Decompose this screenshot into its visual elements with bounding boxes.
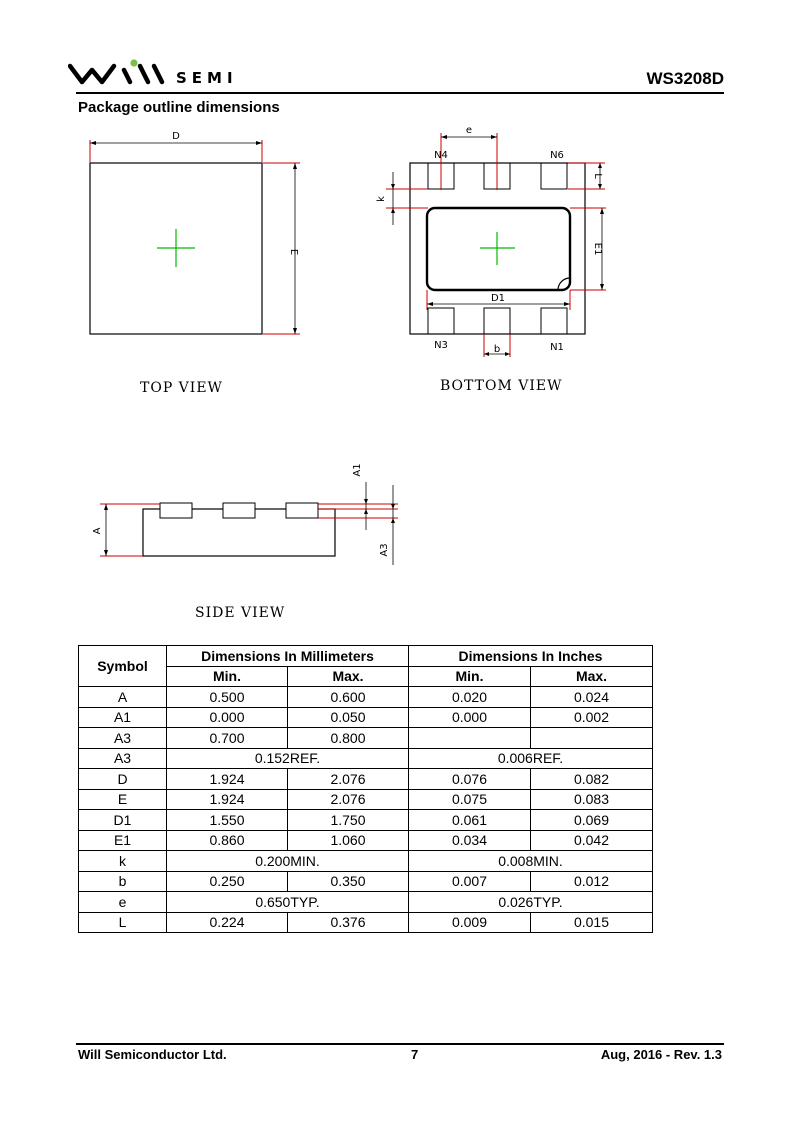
cell-mm-min: 1.550 (167, 810, 288, 831)
mm-max-header: Max. (288, 666, 409, 687)
cell-in-max: 0.015 (531, 912, 653, 933)
side-view-label: SIDE VIEW (195, 605, 286, 621)
cell-in-span: 0.006REF. (409, 748, 653, 769)
cell-symbol: D1 (79, 810, 167, 831)
cell-mm-span: 0.200MIN. (167, 851, 409, 872)
cell-mm-max: 2.076 (288, 789, 409, 810)
cell-in-max: 0.042 (531, 830, 653, 851)
cell-mm-max: 1.060 (288, 830, 409, 851)
table-header-row (79, 646, 653, 667)
cell-symbol: k (79, 851, 167, 872)
in-min-header: Min. (409, 666, 531, 687)
cell-mm-min: 0.250 (167, 871, 288, 892)
table-row (79, 707, 653, 728)
cell-symbol: b (79, 871, 167, 892)
cell-mm-min: 0.000 (167, 707, 288, 728)
cell-symbol: D (79, 769, 167, 790)
cell-in-max: 0.012 (531, 871, 653, 892)
cell-in-min: 0.061 (409, 810, 531, 831)
cell-mm-min: 0.860 (167, 830, 288, 851)
table-row (79, 789, 653, 810)
cell-in-max: 0.082 (531, 769, 653, 790)
dim-label-L: L (592, 173, 603, 179)
cell-in-span: 0.008MIN. (409, 851, 653, 872)
symbol-header: Symbol (79, 646, 167, 687)
dim-label-E1: E1 (592, 242, 603, 256)
cell-symbol: e (79, 892, 167, 913)
cell-mm-max: 0.376 (288, 912, 409, 933)
cell-in-min (409, 728, 531, 749)
table-row (79, 810, 653, 831)
cell-in-max: 0.024 (531, 687, 653, 708)
cell-in-min: 0.076 (409, 769, 531, 790)
table-row (79, 851, 653, 872)
cell-mm-min: 1.924 (167, 789, 288, 810)
logo-brand-text: SEMI (176, 69, 238, 87)
cell-symbol: A3 (79, 728, 167, 749)
cell-mm-span: 0.152REF. (167, 748, 409, 769)
dim-label-b: b (493, 344, 501, 355)
in-max-header: Max. (531, 666, 653, 687)
cell-symbol: E (79, 789, 167, 810)
table-row (79, 728, 653, 749)
inches-header: Dimensions In Inches (409, 646, 653, 667)
cell-in-min: 0.000 (409, 707, 531, 728)
cell-in-max: 0.002 (531, 707, 653, 728)
table-row (79, 748, 653, 769)
pin-label-N4: N4 (434, 150, 448, 161)
cell-in-min: 0.007 (409, 871, 531, 892)
table-row (79, 912, 653, 933)
footer-divider (76, 1043, 724, 1045)
cell-mm-max: 2.076 (288, 769, 409, 790)
cell-mm-min: 0.224 (167, 912, 288, 933)
bottom-view-label: BOTTOM VIEW (440, 378, 563, 394)
cell-mm-max: 0.050 (288, 707, 409, 728)
cell-symbol: L (79, 912, 167, 933)
dim-label-D: D (172, 131, 180, 142)
dim-label-k: k (376, 196, 387, 202)
cell-mm-max: 0.350 (288, 871, 409, 892)
dim-label-e: e (465, 125, 473, 136)
cell-in-max: 0.083 (531, 789, 653, 810)
cell-mm-min: 0.500 (167, 687, 288, 708)
table-row (79, 830, 653, 851)
cell-symbol: A1 (79, 707, 167, 728)
dim-label-A: A (92, 527, 103, 535)
cell-in-min: 0.034 (409, 830, 531, 851)
mm-header: Dimensions In Millimeters (167, 646, 409, 667)
dim-label-A1: A1 (352, 463, 363, 477)
pin-label-N6: N6 (550, 150, 564, 161)
cell-in-max: 0.069 (531, 810, 653, 831)
table-row (79, 769, 653, 790)
cell-mm-max: 1.750 (288, 810, 409, 831)
cell-mm-min: 0.700 (167, 728, 288, 749)
pin-label-N1: N1 (550, 342, 564, 353)
cell-in-max (531, 728, 653, 749)
top-view-label: TOP VIEW (140, 380, 223, 396)
table-row (79, 687, 653, 708)
pin-label-N3: N3 (434, 340, 448, 351)
table-row (79, 871, 653, 892)
cell-symbol: E1 (79, 830, 167, 851)
table-row (79, 892, 653, 913)
side-view-drawing (100, 482, 398, 565)
cell-in-min: 0.020 (409, 687, 531, 708)
cell-in-min: 0.009 (409, 912, 531, 933)
section-title: Package outline dimensions (78, 99, 280, 116)
dim-label-D1: D1 (490, 293, 506, 304)
cell-symbol: A (79, 687, 167, 708)
cell-mm-max: 0.800 (288, 728, 409, 749)
footer-page-number: 7 (411, 1047, 419, 1062)
document-id: WS3208D (646, 69, 724, 88)
top-view-drawing (90, 140, 300, 334)
bottom-view-drawing (386, 133, 606, 357)
dimensions-table (78, 645, 653, 933)
cell-mm-min: 1.924 (167, 769, 288, 790)
footer-revision: Aug, 2016 - Rev. 1.3 (600, 1047, 722, 1062)
footer-company: Will Semiconductor Ltd. (78, 1047, 227, 1062)
cell-mm-max: 0.600 (288, 687, 409, 708)
cell-in-min: 0.075 (409, 789, 531, 810)
dim-label-E: E (288, 248, 299, 256)
cell-in-span: 0.026TYP. (409, 892, 653, 913)
cell-mm-span: 0.650TYP. (167, 892, 409, 913)
mm-min-header: Min. (167, 666, 288, 687)
cell-symbol: A3 (79, 748, 167, 769)
dim-label-A3: A3 (379, 543, 390, 557)
